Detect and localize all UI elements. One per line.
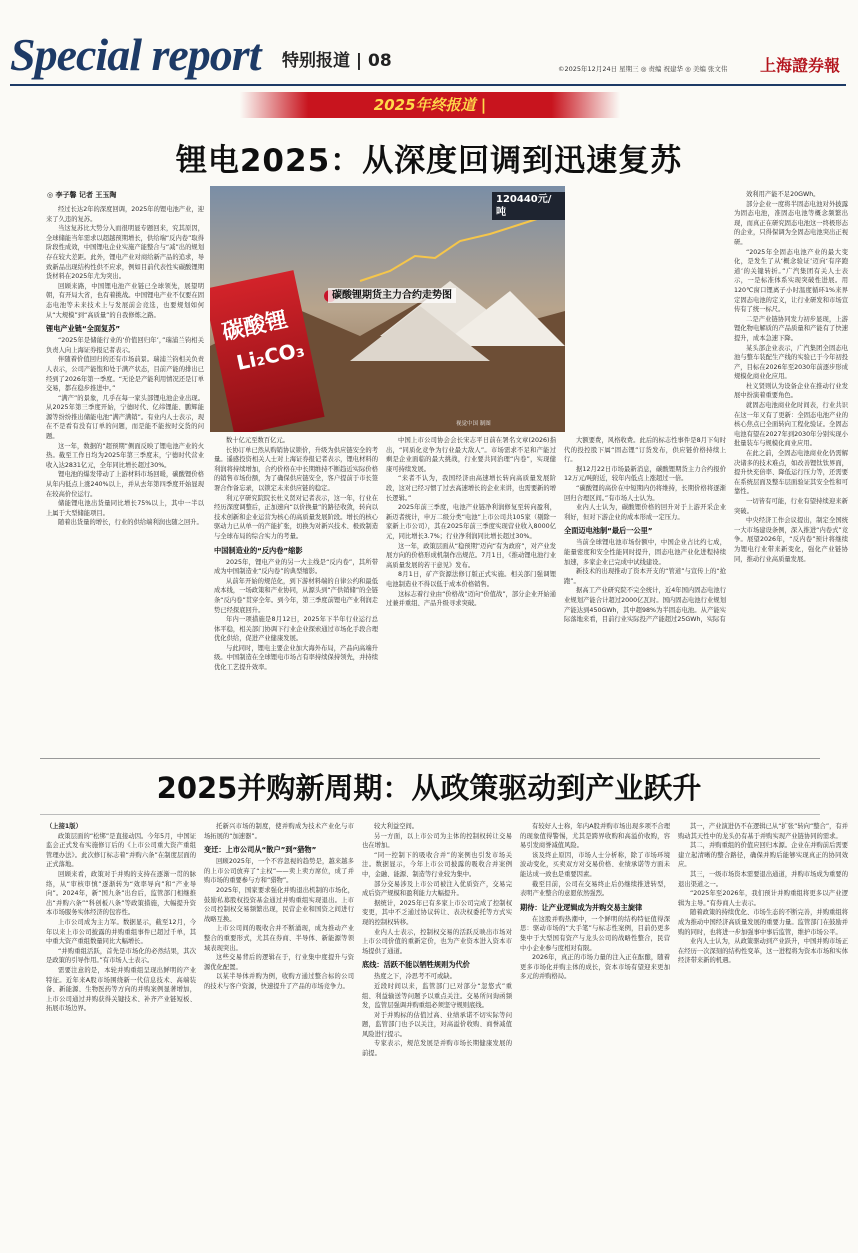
banner-text: 2025年终报道 |: [373, 96, 487, 114]
paragraph: 锂电池的爆发带动了上游材料市场回暖，碳酸锂价格从年内低点上涨240%以上，并从去年第四季度开始显现在较高价位运行。: [46, 471, 204, 498]
paragraph: 业内人士认为，从政策驱动到产业跃升，中国并购市场正在经历一次深刻的结构性变革，这一进程将为资本市场和实体经济带来新的机遇。: [678, 938, 848, 965]
article2-column-5: [678, 822, 848, 1250]
lithium-carbonate-photo: [210, 186, 565, 432]
subhead: 锂电产业链“全面复苏”: [46, 324, 121, 334]
paragraph: 这些交易背后的逻辑在于，行业集中度提升与资源优化配置。: [204, 954, 354, 971]
paragraph: “2025年至2026年，我们预计并购重组将更多以产业逻辑为主导。”有券商人士表示。: [678, 890, 848, 907]
article1-column-4: [564, 436, 726, 754]
paragraph: “同一控制下的吸收合并”的案例也引发市场关注。数据显示，今年上市公司披露的吸收合并案例中，金融、能源、制造等行业较为集中。: [362, 851, 512, 878]
subhead: 底线：活跃不能以牺牲规则为代价: [362, 960, 470, 970]
paragraph: 该及终止原因，市场人士分析称，除了市场环境波动变化，买卖双方对交易价格、业绩承诺等方面未能达成一致也是重要因素。: [520, 851, 670, 878]
paragraph: 随着出货量的增长，行业的供给端利润也随之回升。: [58, 519, 203, 527]
paragraph: “2025年全固态电池产业的最大变化，是发生了从‘概念验证’迈向‘有序跑道’的关键转折。”广汽集团有关人士表示，一是标准体系实现突破性进展。用120℃窗口锂离子小时温度循环1%来界定固态电池的定义，让行业研发和市场宣传有了统一标尺。: [734, 248, 848, 314]
paragraph: 部分企业一度将半固态电池对外披露为固态电池，准固态电池等概念频繁出现，而真正在研究固态电池这一终极形态的企业，只得保调为全固态电池突出正视研。: [734, 200, 848, 246]
paragraph: 就固态电池商业化时间表，行业共识在这一年又有了更新：全固态电池产业的核心焦点已全面转向工程化验证。全固态电池有望在2027年到2030年分别实现小批量装车与规模化商业应用。: [734, 402, 848, 448]
paragraph: 其一，产业演进仍不在逻辑已从“扩张”转向“整合”，有并购动其天性中的龙头仍有基于并购实现产业链协同的需求。: [678, 823, 848, 840]
paragraph: 据高工产业研究院不完全统计，近4年国内固态电池行业规划产能合计超过2000亿瓦时。国内固态电池行业规划产能达到450GWh，其中超98%为半固态电池。从产能实际落地来看，目前行业实际投产产能超过25GWh，实际有: [564, 587, 726, 624]
article1-column-3: [386, 436, 556, 754]
paragraph: “并购重组活跃，首先是市场化的必然结果，其次是政策的引导作用。”有市场人士表示。: [46, 947, 196, 965]
paragraph: 据统计，2025年已有多家上市公司完成了控制权变更，其中不乏通过协议转让、表决权委托等方式实现的控制权转移。: [362, 899, 512, 926]
paragraph: 伴随着价值回归的还有市场前景。瑞浦兰钧相关负责人表示，公司产能饱和处于满产状态，目前产能的排出已经到了2026年第一季度。“无论是产能利用情况还是订单交易，都在稳步推进中。”: [46, 356, 204, 393]
paragraph: 经过长达2年的深度回调，2025年的锂电池产业，迎来了久违的复苏。: [46, 206, 204, 223]
bag-text-cn: 碳酸锂: [220, 307, 290, 346]
article1-column-1: [46, 205, 204, 755]
paragraph: 一切皆有可能，行业有望持续迎来新突破。: [734, 498, 848, 515]
dateline: ©2025年12月24日 星期三 ◎ 责编 祝建华 ◎ 美编 张文伟: [558, 65, 728, 73]
paragraph: 这一年，政策层面从“稳预期”迈向“有为政府”，对产业发展方向的价格形成机制作出规范。7月1日，《推动锂电池行业高质量发展的若干意见》发布。: [386, 542, 556, 569]
paragraph: 2025年前三季度，电池产业链净利润修复至转向盈利，新迈者统计，申万二级分类“电池”上市公司共105家（剔除一家新上市公司），其在2025年前三季度实现营业收入8000亿元，同比增长3.7%；行业净利润同比增长超过30%。: [386, 504, 556, 540]
paragraph: 另一方面，以上市公司为主体的控制权转让交易也在增加。: [362, 832, 512, 850]
header-rule: [10, 84, 846, 86]
paragraph: 当这复苏比大势分入而很明显专题回来，究其原因，全球储能当年需求以超越预期增长，供给端“反内卷”取得阶段性成效，中国锂电企业实施产能整合与“减”出的规划存在较大差距。此外，锂电产业对商给新产品的追求，导致新品出现结构性供不应求，例如目前代表性实碳酸锂期货材料在2025年尤为突出。: [46, 225, 204, 281]
paragraph: 对于并购标的估值过高、业绩承诺不切实际等问题，监管部门也予以关注，对高溢价收购、商誉减值风险进行提示。: [362, 1011, 512, 1038]
paragraph: 上市公司间的吸收合并不断涌现，成为推动产业整合的重要形式，尤其在券商、半导体、新能源等领域表现突出。: [204, 925, 354, 952]
paragraph: 其二，并购重组的价值应回归本源。企业在并购前后需要建立起清晰的整合路径，确保并购后能够实现真正的协同效应。: [678, 842, 848, 869]
paragraph: 托新兴市场的制度，使并购成为技术产业化与市场拓展的“加速器”。: [204, 823, 354, 840]
paragraph: 中央经济工作会议提出，制定全国统一大市场建设条例，深入推进“内卷式”竞争。展望2026年，“反内卷”预计将继续为锂电行业带来新变化，强化产业链协同，推动行业高质量发展。: [734, 517, 848, 563]
subhead: 中国制造业的“反内卷”缩影: [214, 545, 303, 555]
paragraph: 从前年开始的规范化，到下游材料端的自律公约和最低成本线，一场政策和产业协同，从源头到“产供销储”的全链条“反内卷”贯穿全年。到今年，第三季度前锂电产业利润走势已经探底回升。: [214, 577, 378, 614]
paragraph: 2025年，锂电产业的另一大主线是“反内卷”，其所带成为中国制造业“反内卷”的典型缩影。: [214, 558, 378, 576]
article2-column-2: [204, 822, 354, 1250]
paragraph: 在此之前，全固态电池商业化仍需解决诸多的技术难点，如改善锂钛钛界面，提升快充倍率、降低运行压力等，还需要在系统层面及整车层面验证其安全性和可靠性。: [734, 450, 848, 496]
photo-credit: 视觉中国 制图: [456, 421, 491, 427]
byline-lithium: ◎ 李子馨 记者 王玉陶: [47, 191, 117, 199]
paragraph: 大额要费，风格收费。此后的标志性事件是8月下旬时代的投控股下属“固态锂”订货发布，供应链价格持续上行。: [564, 437, 726, 464]
subhead: 变迁：上市公司从“散户”到“猎物”: [204, 845, 317, 855]
paragraph: 随着政策的持续优化、市场生态的不断完善，并购重组将成为推动中国经济高质量发展的重要力量。监管部门在鼓励并购的同时，也将进一步加强事中事后监管，维护市场公平。: [678, 909, 848, 936]
section-label: 特别报道 | 08: [282, 51, 392, 71]
paragraph: 其三，一级市场资本需要退出通道，并购市场成为重要的退出渠道之一。: [678, 870, 848, 888]
section-title: Special report: [10, 29, 261, 80]
byline-mna: （上接1版）: [46, 823, 82, 830]
headline-rule: [40, 814, 820, 815]
paragraph: 效利用产能不足20GWh。: [746, 191, 820, 198]
paragraph: 储能锂电池出货量同比增长75%以上，其中一半以上属于大型储能项目。: [46, 500, 204, 517]
paragraph: “满产”的景象，几乎在每一家头部锂电池企业出现。从2025年第三季度开始，宁德时代、亿纬锂能、鹏辉能源等纷纷推出储能电池“满产满销”。有业内人士表示，现在不是看有没有订单的问题，而是能不能按时交货的问题。: [46, 394, 204, 441]
paragraph: 据12月22日市场最新消息，碳酸锂期货主力合约报价12万元/吨附近，较年内低点上涨超过一倍。: [564, 465, 726, 483]
paragraph: 回顾来看，政策对于并购的支持在逐渐一贯的脉络，从“审核审慎”逐渐转为“效率导向”和“产业导向”。2024年，新“国九条”出台后，监管部门相继推出“并购六条”“科创板八条”等政策措施，大幅提升资本市场服务实体经济的包容性。: [46, 870, 196, 917]
paragraph: 截至目前，公司在交易终止后仍继续推进转型，表明产业整合的意愿依然强烈。: [520, 880, 670, 898]
paragraph: 年内一项措施是8月12日，2025年下半年行业运行总体平稳，相关部门协调下行业企业探索通过市场化手段合理优化供给，促进产业健康发展。: [214, 616, 378, 643]
paragraph: 新技术的出现推动了资本开支的“管道”与宣传上的“抢跑”。: [564, 568, 726, 585]
paragraph: 需要注意的是，本轮并购重组呈现出鲜明的产业特征。近年来A股市场围绕新一代信息技术、高端装备、新能源、生物医药等方向的并购案例显著增加，上市公司通过并购获得关键技术、补齐产业链短板、拓展市场边界。: [46, 966, 196, 1013]
paragraph: 中国上市公司协会会长宋志平日前在署名文章(2026)指出，“同质化竞争为行业最大敌人”。市场需求不足和产能过剩是企业面临的最大挑战，行业要共同治理“内卷”，实现健康可持续发展。: [386, 437, 556, 473]
paragraph: 专家表示，规范发展是并购市场长期健康发展的前提。: [362, 1040, 512, 1058]
paragraph: 部分交易涉及上市公司被注入优质资产，交易完成后资产规模和盈利能力大幅提升。: [362, 880, 512, 898]
paragraph: 回顾2025年，一个不容忽视的趋势是，越来越多的上市公司放弃了“主权”——卖上卖方席位，成了并购市场的重要参与方和“猎物”。: [204, 858, 354, 885]
paragraph: 二是产业链协同发力初步显现，上游锂化物电解质的产品质量和产能有了快速提升，成本急速下降。: [734, 315, 848, 342]
paragraph: 回顾来路，中国锂电池产业链已全球领先，展望明朝，有开局大省，也有着挑战。中国锂电产业不仅要在固态电池等未来技术上与发展前会竞选，也要规划如何从“大规模”到“高质量”的自我修炼之路。: [46, 282, 204, 319]
paragraph: 杜义贤则认为设备企业在推动行业发展中扮演着重要角色。: [734, 382, 848, 400]
photo-illustration: [210, 186, 565, 432]
paragraph: 2026年，真正的市场力量的注入正在酝酿，随着更多市场化并购主体的成长，资本市场有望迎来更加多元的并购格局。: [520, 954, 670, 981]
article2-column-1: [46, 822, 196, 1250]
chart-title-overlay: 碳酸锂期货主力合约走势图: [328, 288, 456, 303]
paragraph: 这标志着行业由“价格战”迈向“价值战”，部分企业开始通过兼并重组、产品升级寻求突破。: [386, 590, 556, 608]
paragraph: 8月1日，矿产资源法修订版正式实施。相关部门强调锂电池制造业不得以低于成本价格销售。: [386, 571, 556, 588]
paragraph: 在这股并购热潮中，一个鲜明的结构特征值得深思：驱动市场的“大手笔”与标志性案例，目前仍更多集中于大型国有资产与龙头公司的战略性整合，民营中小企业参与度相对有限。: [520, 915, 670, 952]
paragraph: 长协订单已然从购销协议锁价，升级为供应链安全的考量。遥感投资相关人士对上海证券报记者表示，锂电材料的利润将持续增加，合约价格在中长期维持不断趋近实际价格的销售市场份额，为了确保供应链安全，客户提前于市长签署合作备忘录，以锁定未来供应链的稳定。: [214, 446, 378, 492]
paragraph: 利元亨研究院院长杜义贤对记者表示，这一年，行业在经历深度调整后，正加速向“以价换量”的路径收敛，转向以技术创新和企业运营为核心的高质量发展阶段。增长的核心驱动力已从单一的产能扩张，切换为对新兴技术、极致制造与全球布局的综合实力的考量。: [214, 494, 378, 540]
paragraph: 数十亿元至数百亿元。: [226, 437, 289, 444]
price-label: 120440元/吨: [492, 192, 565, 220]
paragraph: 与此同时，锂电主要企业加大海外布局，产品向高端升级。中国制造在全球锂电市场占有率持续保持领先，并持续优化工艺提升效率。: [214, 644, 378, 672]
bag-text-formula: Li₂CO₃: [234, 337, 307, 375]
paragraph: 热度之下，冷思考不可或缺。: [374, 973, 456, 981]
spacer: [707, 190, 708, 191]
paragraph: 上市公司成为主力军。数据显示，截至12月，今年以来上市公司披露的并购重组事件已超过千单，其中重大资产重组数量同比大幅增长。: [46, 918, 196, 946]
paragraph: 较大利益空间。: [374, 823, 419, 830]
paragraph: 当前全球锂电池市场份额中，中国企业占比约七成，能量密度和安全性能同时提升，固态电池产业化进程持续加速，多家企业已完成中试线建设。: [564, 539, 726, 566]
paragraph: 某头部企业表示，广汽集团全固态电池与整车装配生产线的实验已于今年初投产，目标在2026年至2030年前逐步形成规模化商业化应用。: [734, 344, 848, 381]
subhead: 期待：让产业逻辑成为并购交易主旋律: [520, 902, 643, 912]
paragraph: 业内人士表示，控制权交易的活跃反映出市场对上市公司价值的重新定价，也为产业资本进入资本市场提供了通道。: [362, 928, 512, 955]
paragraph: 这一年，数据的“超预期”侧面反映了锂电池产业的火热。截至工作日均为2025年第三季度末，宁德时代营业收入达2831亿元，全年同比增长超过30%。: [46, 442, 204, 469]
headline-mna: 2025并购新周期：从政策驱动到产业跃升: [156, 771, 702, 805]
paragraph: “2025年是储能行业的‘价值回归年’，”瑞浦兰钧相关负责人向上海证券报记者表示。: [46, 337, 204, 354]
article2-column-4: [520, 822, 670, 1250]
newspaper-logo: 上海證券報: [760, 56, 841, 75]
article1-column-2: [214, 436, 378, 754]
subhead: 全面迈电池制“最后一公里”: [564, 526, 653, 536]
paragraph: 有较好人士称，年内A股并购市场出现多项不合理的现象值得警惕，尤其是跨界收购和高溢价收购，容易引发商誉减值风险。: [520, 823, 670, 850]
paragraph: “碳酸锂的高价在中短期内仍将维持，长期价格将逐渐回归合理区间。”有市场人士认为。: [564, 484, 726, 502]
paragraph: 以某半导体并购为例，收购方通过整合标的公司的技术与客户资源，快速提升了产品的市场竞争力。: [204, 973, 354, 990]
article1-column-5: [734, 190, 848, 755]
paragraph: 2025年，国家要求强化并购退出机制的市场化，鼓励私募股权投资基金通过并购重组实现退出。上市公司控制权交易频繁出现，民营企业和国资之间进行战略互换。: [204, 886, 354, 923]
paragraph: “来者不认为，我国经济由高速增长转向高质量发展阶段，这对已经习惯了过去高速增长的企业来讲，也需要新的增长逻辑。”: [386, 475, 556, 502]
paragraph: 政策层面的“松绑”是直接动因。今年5月，中国证监会正式发布实施修订后的《上市公司重大资产重组管理办法》。此次修订标志着“并购六条”在制度层面的正式落地。: [46, 832, 196, 869]
headline-lithium: 锂电2025：从深度回调到迅速复苏: [175, 143, 683, 179]
article2-column-3: [362, 822, 512, 1250]
paragraph: 近段时间以来，监管部门已对部分“忽悠式”重组、利益输送等问题予以重点关注。交易所问询函频发，监管层强调并购重组必须坚守规则底线。: [362, 982, 512, 1010]
year-end-banner: [240, 92, 620, 118]
section-divider: [40, 758, 820, 759]
paragraph: 业内人士认为，碳酸锂价格的回升对于上游开采企业利好，但对下游企业的成本形成一定压力。: [564, 504, 726, 521]
